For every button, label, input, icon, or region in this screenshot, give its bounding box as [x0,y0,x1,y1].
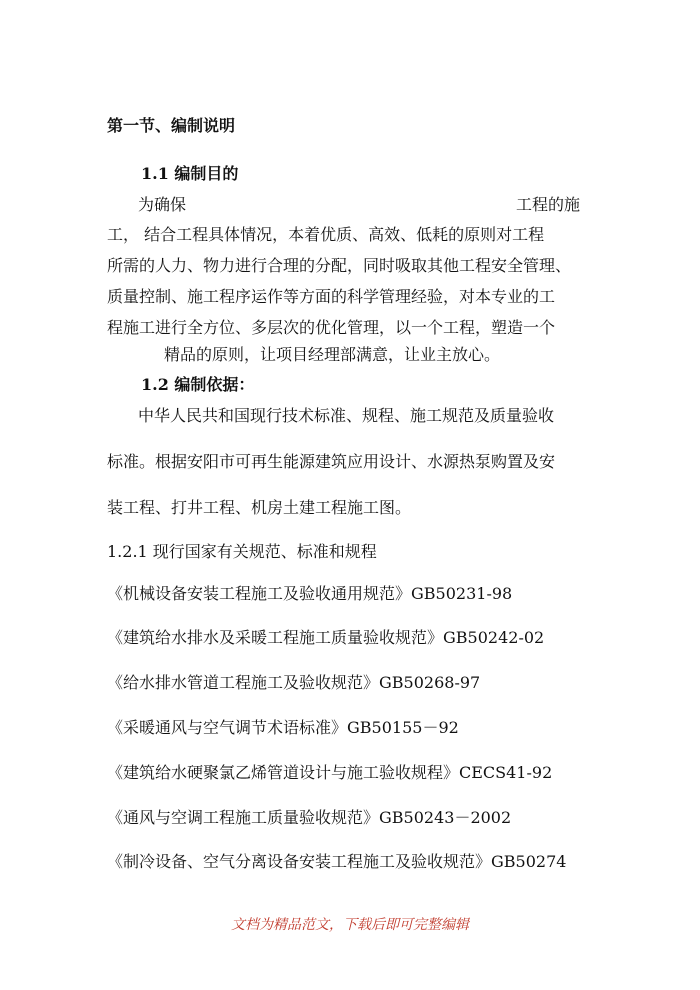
purpose-line-5: 程施工进行全方位、多层次的优化管理，以一个工程，塑造一个 [107,318,556,337]
standard-item: 《建筑给水硬聚氯乙烯管道设计与施工验收规程》CECS41-92 [107,763,553,782]
purpose-heading: 1.1 编制目的 [141,164,239,183]
standard-item: 《制冷设备、空气分离设备安装工程施工及验收规范》GB50274 [107,852,567,871]
purpose-line-1 [138,195,580,215]
standards-heading: 1.2.1 现行国家有关规范、标准和规程 [107,542,377,561]
basis-line-1: 中华人民共和国现行技术标准、规程、施工规范及质量验收 [138,406,555,425]
section-title: 第一节、编制说明 [107,116,236,135]
purpose-line-4: 质量控制、施工程序运作等方面的科学管理经验，对本专业的工 [107,287,556,306]
basis-heading: 1.2 编制依据： [141,375,255,394]
standard-item: 《给水排水管道工程施工及验收规范》GB50268-97 [107,673,481,692]
standard-item: 《通风与空调工程施工质量验收规范》GB50243－2002 [107,808,512,827]
purpose-line-3: 所需的人力、物力进行合理的分配，同时吸取其他工程安全管理、 [107,256,572,275]
purpose-line-1-right: 工程的施 [515,195,580,214]
standard-item: 《采暖通风与空气调节术语标准》GB50155－92 [107,718,459,737]
purpose-line-6: 精品的原则，让项目经理部满意，让业主放心。 [164,345,501,364]
standard-item: 《机械设备安装工程施工及验收通用规范》GB50231-98 [107,584,513,603]
basis-line-3: 装工程、打井工程、机房土建工程施工图。 [107,498,412,517]
footer-note: 文档为精品范文，下载后即可完整编辑 [231,917,469,933]
standard-item: 《建筑给水排水及采暖工程施工质量验收规范》GB50242-02 [107,628,545,647]
purpose-line-1-left: 为确保 [138,195,187,214]
purpose-line-2: 工， 结合工程具体情况，本着优质、高效、低耗的原则对工程 [107,225,545,244]
basis-line-2: 标准。根据安阳市可再生能源建筑应用设计、水源热泵购置及安 [107,452,556,471]
